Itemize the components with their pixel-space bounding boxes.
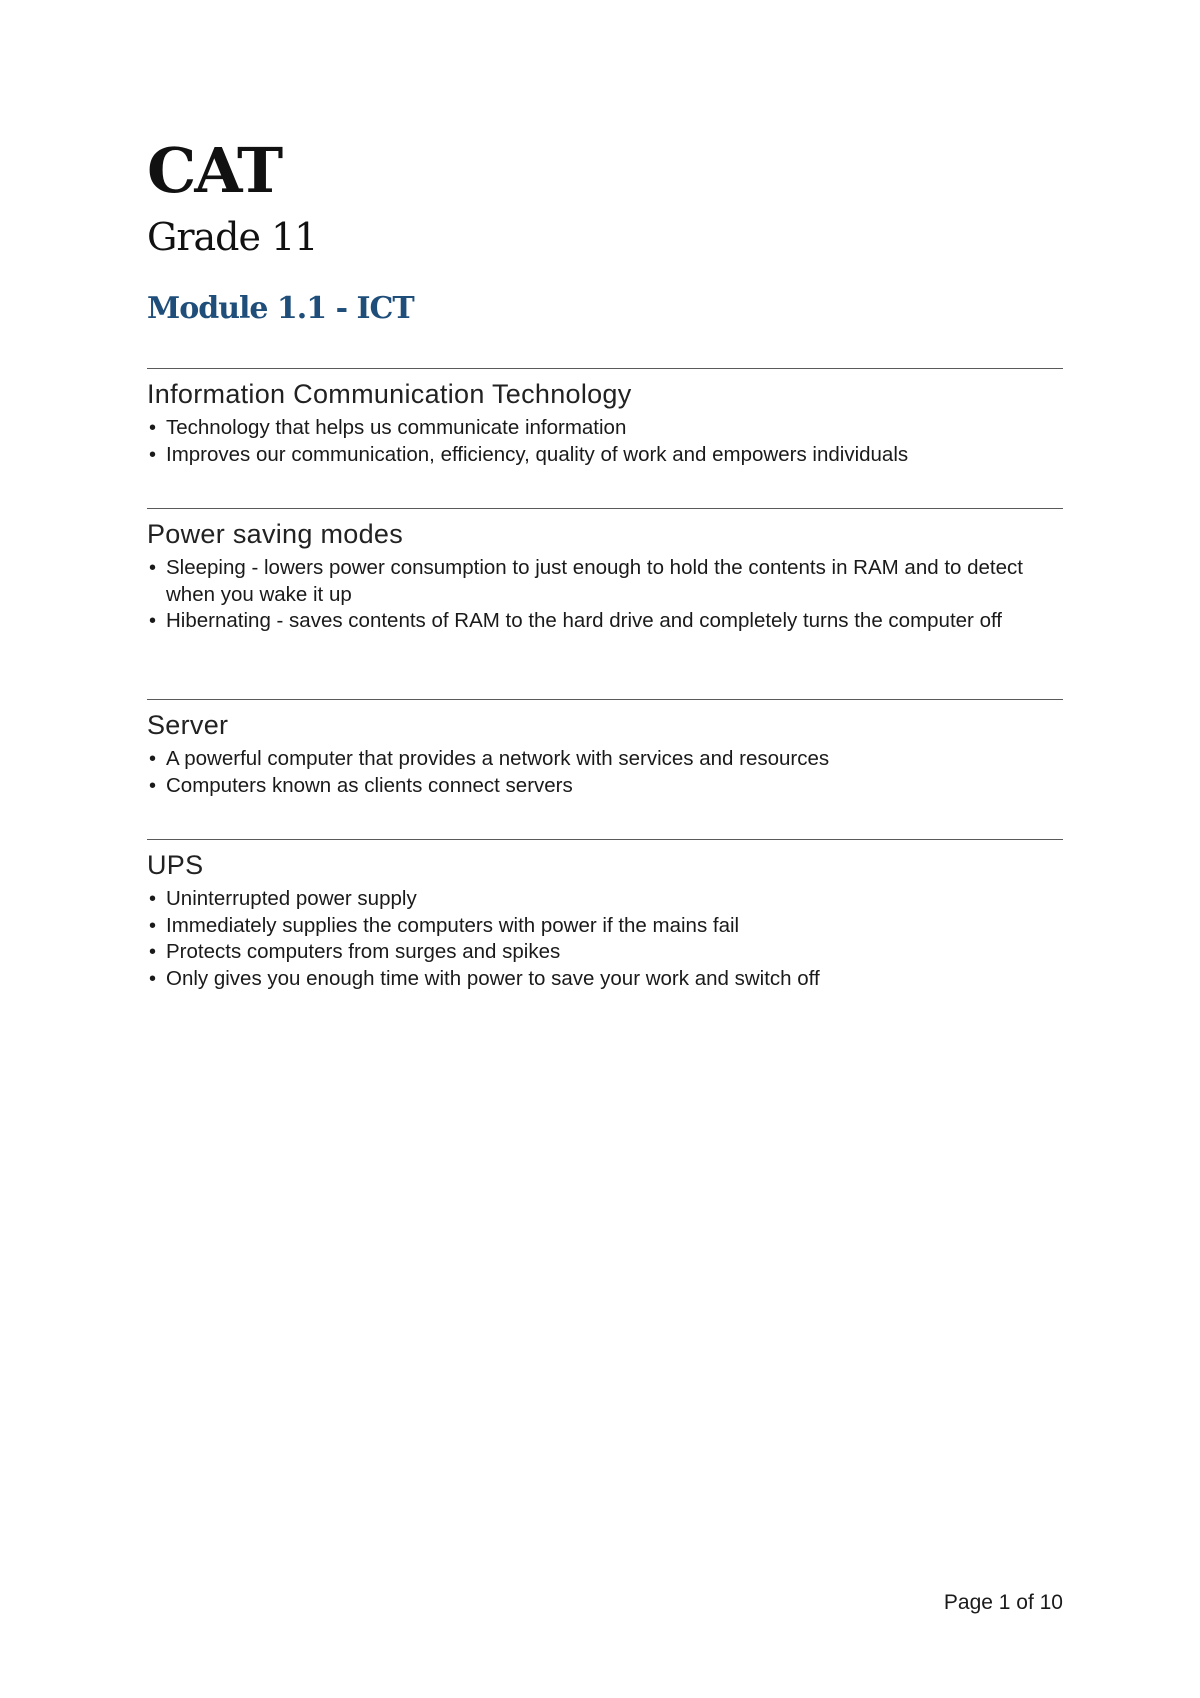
bullet-icon: • [149,557,157,579]
bullet-icon: • [149,748,157,770]
section-power-saving [147,508,1063,635]
list-item [147,442,1063,469]
section-heading: Power saving modes [147,519,404,549]
list-item [147,746,1063,773]
section-ups [147,839,1063,992]
bullet-icon: • [149,443,157,466]
document-subtitle: Grade 11 [147,215,318,259]
list-item [147,886,1063,913]
document-page [147,0,1063,1698]
list-item-text: Protects computers from surges and spikes [166,940,561,963]
list-item-text: A powerful computer that provides a network with services and resources [166,747,830,770]
list-item-text: Computers known as clients connect servers [166,773,573,797]
section-server [147,699,1063,799]
list-item [147,773,1063,800]
list-item [147,415,1063,442]
list-item-text: Uninterrupted power supply [166,887,417,910]
bullet-icon: • [149,417,157,439]
bullet-icon: • [149,774,157,797]
bullet-icon: • [149,888,157,910]
section-ict [147,368,1063,468]
bullet-icon: • [149,610,157,632]
bullet-icon: • [149,914,157,937]
list-item-text: Only gives you enough time with power to save your work and switch off [166,966,820,990]
page-number: Page 1 of 10 [943,1591,1063,1614]
list-item-text: Improves our communication, efficiency, quality of work and empowers individuals [166,442,909,466]
list-item-text: Immediately supplies the computers with power if the mains fail [166,913,740,937]
section-heading: Server [147,710,229,740]
bullet-icon: • [149,967,157,990]
document-title: CAT [147,134,282,207]
list-item [147,966,1063,993]
bullet-list [147,746,1063,799]
list-item-text: Sleeping - lowers power consumption to just enough to hold the contents in RAM and to detect when you wake it up [166,556,1023,606]
list-item [147,913,1063,940]
module-title: Module 1.1 - ICT [147,291,414,326]
bullet-list [147,886,1063,992]
bullet-icon: • [149,941,157,963]
list-item [147,555,1063,608]
section-heading: UPS [147,850,204,880]
list-item [147,939,1063,966]
list-item-text: Hibernating - saves contents of RAM to the hard drive and completely turns the computer off [166,609,1002,632]
bullet-list [147,555,1063,635]
list-item [147,608,1063,635]
list-item-text: Technology that helps us communicate information [166,416,627,439]
bullet-list [147,415,1063,468]
section-heading: Information Communication Technology [147,379,632,409]
